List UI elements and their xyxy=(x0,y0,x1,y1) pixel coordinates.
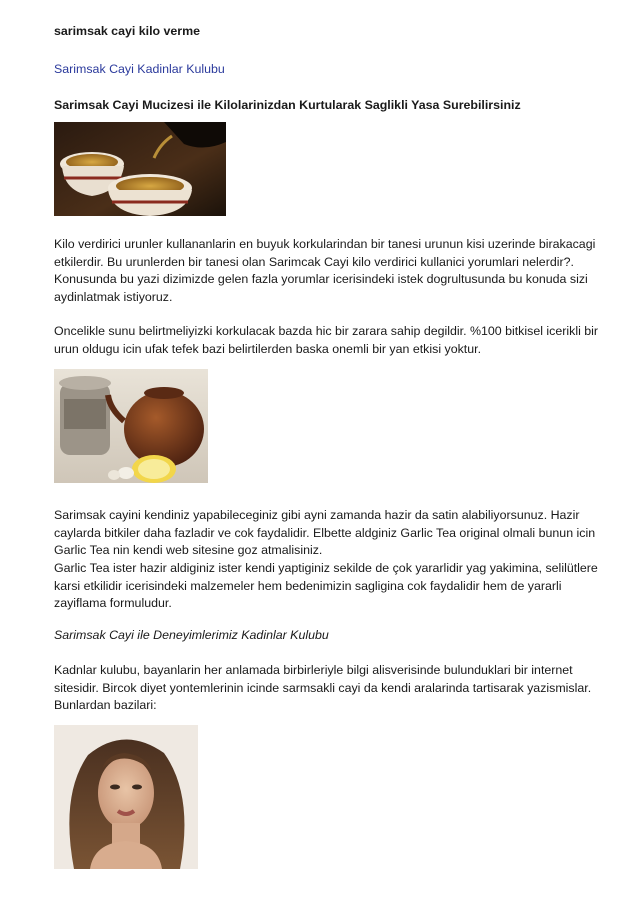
paragraph-benefits: Garlic Tea ister hazir aldiginiz ister kendi yaptiginiz sekilde de çok yararlidir yag yakimina, selilütlere karsi etkilidir icerisindeki malzemeler hem bedenimizin sagligina cok faydalidir hem de yararli zayiflama formuludur. xyxy=(54,561,598,610)
paragraph-ready-tea: Sarimsak cayini kendiniz yapabileceginiz gibi ayni zamanda hazir da satin alabiliyorsunuz. Hazir caylarda bitkiler daha fazladir ve cok faydalidir. Elbette aldginiz Garlic Tea original olmali bunun icin Garlic Tea nin kendi web sitesine goz atmalisiniz. xyxy=(54,508,596,557)
paragraph-intro: Kilo verdirici urunler kullananlarin en buyuk korkularindan bir tanesi urunun kisi uzerinde birakacagi etkilerdir. Bu urunlerden bir tanesi olan Sarimcak Cayi kilo verdirici kullanici yorumlari nelerdir?. Konusunda bu yazi dizimizde gelen fazla yorumlar icerisindeki istek dogrultusunda bu konuda sizi aydinlatmak istiyoruz. xyxy=(54,237,596,304)
garlic-teapot-image xyxy=(54,369,208,483)
article-link[interactable]: Sarimsak Cayi Kadinlar Kulubu xyxy=(54,62,225,76)
paragraph-safety: Oncelikle sunu belirtmeliyizki korkulacak bazda hic bir zarara sahip degildir. %100 bitkisel icerikli bir urun oldugu icin ufak tefek bazi belirtilerden baska onemli bir yan etkisi yoktur. xyxy=(54,324,599,356)
article-heading: Sarimsak Cayi Mucizesi ile Kilolarinizdan Kurtularak Saglikli Yasa Surebilirsiniz xyxy=(54,98,521,112)
tea-cups-image xyxy=(54,122,226,216)
paragraph-women-club: Kadnlar kulubu, bayanlarin her anlamada birbirleriyle bilgi alisverisinde bulunduklari bir internet sitesidir. Bircok diyet yontemlerinin icinde sarmsakli cayi da kendi aralarinda tartisarak yazismislar. Bunlardan bazilari: xyxy=(54,663,592,712)
woman-portrait-image xyxy=(54,725,198,869)
article-subheading: Sarimsak Cayi ile Deneyimlerimiz Kadinlar Kulubu xyxy=(54,628,329,642)
document-title: sarimsak cayi kilo verme xyxy=(54,24,201,38)
